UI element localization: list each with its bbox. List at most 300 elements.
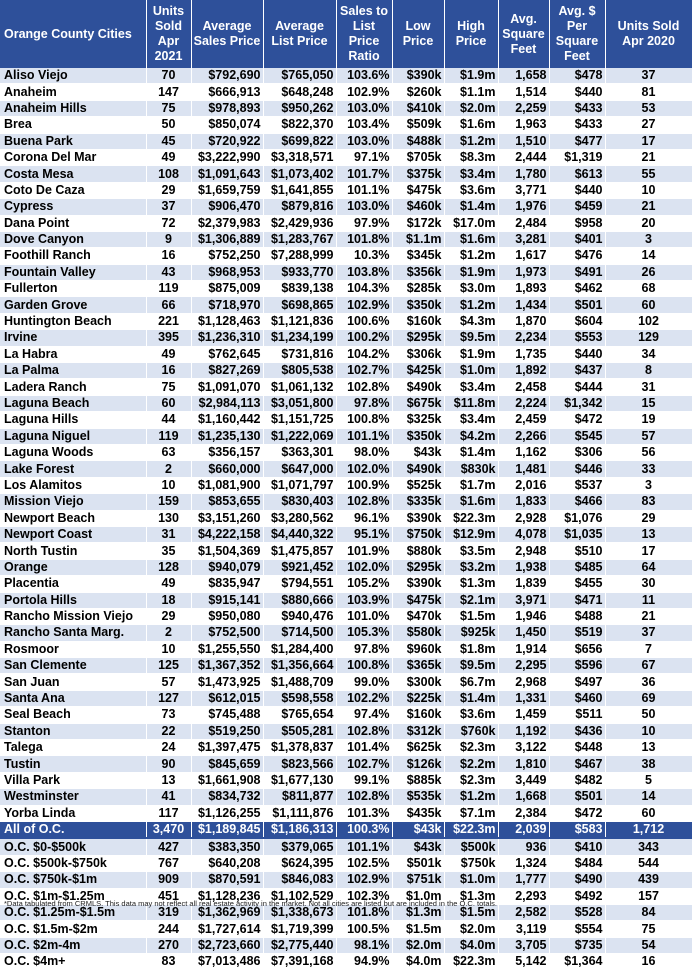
cell-sales-list-ratio: 98.1% [336, 937, 392, 953]
cell-units-2020: 13 [605, 740, 692, 756]
cell-avg-sales-price: $1,661,908 [191, 772, 263, 788]
cell-avg-sales-price: $660,000 [191, 461, 263, 477]
cell-units-2021: 73 [146, 707, 191, 723]
cell-avg-sqft: 1,777 [498, 872, 549, 888]
cell-avg-sales-price: $1,236,310 [191, 330, 263, 346]
cell-units-2021: 35 [146, 543, 191, 559]
cell-units-2021: 44 [146, 412, 191, 428]
cell-units-2021: 270 [146, 937, 191, 953]
cell-units-2020: 33 [605, 461, 692, 477]
cell-sales-list-ratio: 102.2% [336, 690, 392, 706]
price-band-row [0, 921, 692, 937]
cell-avg-sales-price: $1,128,236 [191, 888, 263, 904]
cell-price-per-sqft: $553 [549, 330, 605, 346]
cell-high-price: $1.9m [444, 68, 498, 84]
cell-low-price: $1.3m [392, 904, 444, 920]
price-band-row [0, 855, 692, 871]
table-row [0, 772, 692, 788]
cell-avg-sqft: 1,162 [498, 444, 549, 460]
cell-units-2020: 157 [605, 888, 692, 904]
price-band-row [0, 838, 692, 855]
cell-city: O.C. $1m-$1.25m [0, 888, 146, 904]
cell-units-2021: 221 [146, 313, 191, 329]
cell-avg-sqft: 1,810 [498, 756, 549, 772]
cell-sales-list-ratio: 102.9% [336, 84, 392, 100]
cell-avg-sales-price: $2,984,113 [191, 395, 263, 411]
cell-high-price: $3.4m [444, 166, 498, 182]
cell-low-price: $750k [392, 526, 444, 542]
cell-high-price: $2.3m [444, 772, 498, 788]
cell-sales-list-ratio: 103.6% [336, 68, 392, 84]
cell-avg-sqft: 1,735 [498, 346, 549, 362]
table-row [0, 330, 692, 346]
cell-high-price: $1.5m [444, 904, 498, 920]
table-row [0, 215, 692, 231]
cell-sales-list-ratio: 103.0% [336, 133, 392, 149]
table-row [0, 444, 692, 460]
cell-avg-sqft: 1,892 [498, 363, 549, 379]
cell-units-2021: 75 [146, 100, 191, 116]
cell-avg-list-price: $1,719,399 [263, 921, 336, 937]
header-avg-list-price: Average List Price [263, 0, 336, 68]
cell-units-2020: 343 [605, 838, 692, 855]
cell-price-per-sqft: $537 [549, 477, 605, 493]
cell-units-2021: 66 [146, 297, 191, 313]
cell-price-per-sqft: $440 [549, 182, 605, 198]
cell-avg-list-price: $1,475,857 [263, 543, 336, 559]
cell-units-2021: 767 [146, 855, 191, 871]
cell-avg-sqft: 3,449 [498, 772, 549, 788]
cell-avg-list-price: $933,770 [263, 264, 336, 280]
cell-high-price: $1.9m [444, 264, 498, 280]
cell-units-2021: 9 [146, 231, 191, 247]
cell-avg-sqft: 2,968 [498, 674, 549, 690]
cell-units-2020: 75 [605, 921, 692, 937]
cell-sales-list-ratio: 101.1% [336, 182, 392, 198]
cell-avg-sqft: 1,973 [498, 264, 549, 280]
cell-avg-sales-price: $1,306,889 [191, 231, 263, 247]
cell-avg-sales-price: $1,367,352 [191, 658, 263, 674]
cell-avg-sales-price: $356,157 [191, 444, 263, 460]
cell-city: Buena Park [0, 133, 146, 149]
cell-avg-list-price: $1,378,837 [263, 740, 336, 756]
cell-low-price: $306k [392, 346, 444, 362]
cell-sales-list-ratio: 103.4% [336, 117, 392, 133]
table-row [0, 313, 692, 329]
cell-avg-sales-price: $1,362,969 [191, 904, 263, 920]
table-row [0, 346, 692, 362]
cell-sales-list-ratio: 102.9% [336, 872, 392, 888]
cell-avg-sqft: 1,976 [498, 199, 549, 215]
cell-sales-list-ratio: 10.3% [336, 248, 392, 264]
table-row [0, 248, 692, 264]
cell-city: Tustin [0, 756, 146, 772]
cell-units-2020: 17 [605, 543, 692, 559]
cell-low-price: $488k [392, 133, 444, 149]
cell-avg-sales-price: $1,397,475 [191, 740, 263, 756]
cell-avg-sqft: 2,948 [498, 543, 549, 559]
cell-avg-list-price: $1,121,836 [263, 313, 336, 329]
cell-high-price: $1.5m [444, 608, 498, 624]
cell-city: Costa Mesa [0, 166, 146, 182]
cell-units-2020: 56 [605, 444, 692, 460]
cell-avg-sqft: 2,459 [498, 412, 549, 428]
cell-sales-list-ratio: 103.0% [336, 199, 392, 215]
table-row [0, 723, 692, 739]
cell-price-per-sqft: $1,076 [549, 510, 605, 526]
cell-price-per-sqft: $477 [549, 133, 605, 149]
cell-avg-list-price: $794,551 [263, 576, 336, 592]
cell-price-per-sqft: $735 [549, 937, 605, 953]
cell-avg-sales-price: $762,645 [191, 346, 263, 362]
cell-low-price: $1.1m [392, 231, 444, 247]
cell-units-2021: 16 [146, 248, 191, 264]
cell-avg-sales-price: $906,470 [191, 199, 263, 215]
cell-units-2020: 14 [605, 248, 692, 264]
cell-city: Coto De Caza [0, 182, 146, 198]
cell-price-per-sqft: $554 [549, 921, 605, 937]
cell-avg-sqft: 1,938 [498, 559, 549, 575]
cell-city: O.C. $4m+ [0, 954, 146, 970]
cell-city: O.C. $750k-$1m [0, 872, 146, 888]
cell-units-2020: 26 [605, 264, 692, 280]
cell-units-2021: 2 [146, 461, 191, 477]
cell-high-price: $830k [444, 461, 498, 477]
cell-sales-list-ratio: 100.9% [336, 477, 392, 493]
total-row [0, 821, 692, 838]
price-band-row [0, 937, 692, 953]
cell-low-price: $490k [392, 461, 444, 477]
cell-avg-sales-price: $850,074 [191, 117, 263, 133]
cell-sales-list-ratio: 94.9% [336, 954, 392, 970]
cell-avg-list-price: $3,318,571 [263, 149, 336, 165]
cell-price-per-sqft: $604 [549, 313, 605, 329]
cell-sales-list-ratio: 101.8% [336, 231, 392, 247]
cell-price-per-sqft: $1,364 [549, 954, 605, 970]
cell-units-2021: 49 [146, 346, 191, 362]
cell-units-2020: 5 [605, 772, 692, 788]
cell-avg-list-price: $822,370 [263, 117, 336, 133]
cell-city: Laguna Woods [0, 444, 146, 460]
cell-units-2021: 49 [146, 576, 191, 592]
table-row [0, 477, 692, 493]
cell-avg-sales-price: $383,350 [191, 838, 263, 855]
cell-sales-list-ratio: 101.7% [336, 166, 392, 182]
cell-low-price: $751k [392, 872, 444, 888]
cell-low-price: $535k [392, 789, 444, 805]
table-row [0, 674, 692, 690]
cell-city: La Habra [0, 346, 146, 362]
cell-low-price: $43k [392, 838, 444, 855]
cell-avg-sqft: 3,971 [498, 592, 549, 608]
cell-avg-list-price: $839,138 [263, 281, 336, 297]
cell-city: Ladera Ranch [0, 379, 146, 395]
cell-low-price: $880k [392, 543, 444, 559]
cell-city: Garden Grove [0, 297, 146, 313]
cell-avg-sqft: 3,119 [498, 921, 549, 937]
table-row [0, 526, 692, 542]
cell-city: Rosmoor [0, 641, 146, 657]
cell-sales-list-ratio: 104.3% [336, 281, 392, 297]
cell-avg-sales-price: $1,473,925 [191, 674, 263, 690]
cell-sales-list-ratio: 105.3% [336, 625, 392, 641]
cell-units-2020: 7 [605, 641, 692, 657]
table-row [0, 84, 692, 100]
cell-avg-sales-price: $834,732 [191, 789, 263, 805]
cell-price-per-sqft: $446 [549, 461, 605, 477]
cell-units-2020: 84 [605, 904, 692, 920]
cell-avg-list-price: $921,452 [263, 559, 336, 575]
cell-units-2020: 31 [605, 379, 692, 395]
cell-units-2020: 50 [605, 707, 692, 723]
cell-units-2020: 10 [605, 723, 692, 739]
cell-avg-sales-price: $752,500 [191, 625, 263, 641]
cell-units-2020: 102 [605, 313, 692, 329]
cell-price-per-sqft: $613 [549, 166, 605, 182]
cell-high-price: $9.5m [444, 330, 498, 346]
cell-units-2021: 119 [146, 428, 191, 444]
cell-sales-list-ratio: 97.1% [336, 149, 392, 165]
cell-low-price: $475k [392, 182, 444, 198]
cell-units-2021: 90 [146, 756, 191, 772]
cell-avg-list-price: $940,476 [263, 608, 336, 624]
cell-avg-list-price: $1,061,132 [263, 379, 336, 395]
cell-avg-sqft: 2,266 [498, 428, 549, 444]
cell-avg-list-price: $1,283,767 [263, 231, 336, 247]
cell-avg-list-price: $505,281 [263, 723, 336, 739]
cell-units-2021: 50 [146, 117, 191, 133]
cell-avg-list-price: $731,816 [263, 346, 336, 362]
table-row [0, 412, 692, 428]
cell-high-price: $1.3m [444, 576, 498, 592]
cell-units-2020: 64 [605, 559, 692, 575]
cell-units-2021: 3,470 [146, 821, 191, 838]
cell-avg-sqft: 1,963 [498, 117, 549, 133]
cell-price-per-sqft: $306 [549, 444, 605, 460]
cell-high-price: $2.2m [444, 756, 498, 772]
cell-low-price: $160k [392, 313, 444, 329]
cell-low-price: $705k [392, 149, 444, 165]
cell-units-2021: 909 [146, 872, 191, 888]
cell-avg-sales-price: $1,504,369 [191, 543, 263, 559]
cell-low-price: $1.0m [392, 888, 444, 904]
cell-units-2020: 14 [605, 789, 692, 805]
table-row [0, 231, 692, 247]
cell-sales-list-ratio: 100.5% [336, 921, 392, 937]
cell-avg-list-price: $950,262 [263, 100, 336, 116]
cell-units-2021: 41 [146, 789, 191, 805]
cell-price-per-sqft: $501 [549, 297, 605, 313]
cell-low-price: $295k [392, 559, 444, 575]
cell-low-price: $126k [392, 756, 444, 772]
cell-city: Foothill Ranch [0, 248, 146, 264]
header-avg-sqft: Avg. Square Feet [498, 0, 549, 68]
cell-avg-list-price: $846,083 [263, 872, 336, 888]
cell-price-per-sqft: $478 [549, 68, 605, 84]
cell-high-price: $9.5m [444, 658, 498, 674]
table-row [0, 707, 692, 723]
cell-low-price: $460k [392, 199, 444, 215]
cell-low-price: $312k [392, 723, 444, 739]
cell-low-price: $425k [392, 363, 444, 379]
cell-price-per-sqft: $1,319 [549, 149, 605, 165]
cell-units-2021: 75 [146, 379, 191, 395]
cell-avg-sales-price: $915,141 [191, 592, 263, 608]
cell-units-2020: 30 [605, 576, 692, 592]
cell-sales-list-ratio: 101.8% [336, 904, 392, 920]
cell-avg-list-price: $811,877 [263, 789, 336, 805]
cell-low-price: $365k [392, 658, 444, 674]
cell-avg-sqft: 1,514 [498, 84, 549, 100]
cell-avg-sqft: 2,295 [498, 658, 549, 674]
cell-price-per-sqft: $472 [549, 805, 605, 821]
cell-units-2020: 55 [605, 166, 692, 182]
table-row [0, 740, 692, 756]
cell-avg-sqft: 1,658 [498, 68, 549, 84]
cell-avg-list-price: $879,816 [263, 199, 336, 215]
table-row [0, 199, 692, 215]
cell-low-price: $300k [392, 674, 444, 690]
cell-avg-list-price: $2,775,440 [263, 937, 336, 953]
cell-high-price: $8.3m [444, 149, 498, 165]
cell-sales-list-ratio: 100.3% [336, 821, 392, 838]
cell-avg-sqft: 1,450 [498, 625, 549, 641]
cell-high-price: $750k [444, 855, 498, 871]
table-row [0, 100, 692, 116]
cell-high-price: $1.6m [444, 494, 498, 510]
cell-avg-sales-price: $1,235,130 [191, 428, 263, 444]
cell-low-price: $390k [392, 576, 444, 592]
cell-units-2020: 60 [605, 297, 692, 313]
cell-avg-sales-price: $7,013,486 [191, 954, 263, 970]
cell-low-price: $525k [392, 477, 444, 493]
cell-avg-sales-price: $1,255,550 [191, 641, 263, 657]
cell-units-2021: 63 [146, 444, 191, 460]
cell-units-2020: 37 [605, 625, 692, 641]
table-row [0, 297, 692, 313]
cell-price-per-sqft: $485 [549, 559, 605, 575]
cell-sales-list-ratio: 97.4% [336, 707, 392, 723]
price-band-row [0, 872, 692, 888]
cell-sales-list-ratio: 100.2% [336, 330, 392, 346]
cell-units-2021: 10 [146, 641, 191, 657]
cell-high-price: $3.0m [444, 281, 498, 297]
cell-avg-sales-price: $519,250 [191, 723, 263, 739]
cell-avg-sqft: 1,833 [498, 494, 549, 510]
cell-avg-sqft: 1,893 [498, 281, 549, 297]
cell-sales-list-ratio: 102.5% [336, 855, 392, 871]
cell-price-per-sqft: $459 [549, 199, 605, 215]
cell-avg-list-price: $363,301 [263, 444, 336, 460]
cell-units-2020: 15 [605, 395, 692, 411]
cell-high-price: $2.0m [444, 100, 498, 116]
header-city: Orange County Cities [0, 0, 146, 68]
cell-avg-sales-price: $1,126,255 [191, 805, 263, 821]
cell-avg-sqft: 2,039 [498, 821, 549, 838]
cell-avg-sqft: 3,281 [498, 231, 549, 247]
cell-high-price: $22.3m [444, 510, 498, 526]
table-row [0, 68, 692, 84]
cell-high-price: $2.3m [444, 740, 498, 756]
cell-high-price: $1.4m [444, 444, 498, 460]
cell-avg-list-price: $1,641,855 [263, 182, 336, 198]
cell-price-per-sqft: $528 [549, 904, 605, 920]
cell-city: Westminster [0, 789, 146, 805]
cell-units-2021: 72 [146, 215, 191, 231]
cell-units-2020: 17 [605, 133, 692, 149]
cell-sales-list-ratio: 97.8% [336, 641, 392, 657]
cell-avg-sales-price: $835,947 [191, 576, 263, 592]
cell-city: Corona Del Mar [0, 149, 146, 165]
cell-avg-sales-price: $2,723,660 [191, 937, 263, 953]
cell-avg-sqft: 3,771 [498, 182, 549, 198]
cell-low-price: $2.0m [392, 937, 444, 953]
cell-units-2021: 147 [146, 84, 191, 100]
cell-city: O.C. $1.25m-$1.5m [0, 904, 146, 920]
cell-avg-list-price: $805,538 [263, 363, 336, 379]
cell-low-price: $390k [392, 510, 444, 526]
cell-price-per-sqft: $501 [549, 789, 605, 805]
cell-low-price: $350k [392, 428, 444, 444]
cell-low-price: $325k [392, 412, 444, 428]
cell-avg-sales-price: $1,160,442 [191, 412, 263, 428]
cell-avg-sqft: 2,582 [498, 904, 549, 920]
cell-units-2020: 8 [605, 363, 692, 379]
cell-low-price: $1.5m [392, 921, 444, 937]
cell-avg-list-price: $648,248 [263, 84, 336, 100]
cell-high-price: $11.8m [444, 395, 498, 411]
cell-avg-sales-price: $720,922 [191, 133, 263, 149]
cell-city: Rancho Santa Marg. [0, 625, 146, 641]
cell-high-price: $1.6m [444, 231, 498, 247]
cell-units-2021: 57 [146, 674, 191, 690]
cell-avg-sqft: 1,510 [498, 133, 549, 149]
cell-sales-list-ratio: 95.1% [336, 526, 392, 542]
cell-low-price: $375k [392, 166, 444, 182]
cell-units-2020: 21 [605, 199, 692, 215]
cell-sales-list-ratio: 101.3% [336, 805, 392, 821]
cell-avg-list-price: $1,222,069 [263, 428, 336, 444]
cell-units-2021: 127 [146, 690, 191, 706]
cell-sales-list-ratio: 96.1% [336, 510, 392, 526]
cell-city: Los Alamitos [0, 477, 146, 493]
cell-avg-sqft: 2,259 [498, 100, 549, 116]
cell-avg-list-price: $1,234,199 [263, 330, 336, 346]
cell-units-2020: 129 [605, 330, 692, 346]
cell-avg-list-price: $4,440,322 [263, 526, 336, 542]
cell-avg-list-price: $823,566 [263, 756, 336, 772]
cell-sales-list-ratio: 102.9% [336, 297, 392, 313]
cell-city: Stanton [0, 723, 146, 739]
cell-price-per-sqft: $433 [549, 117, 605, 133]
cell-avg-sqft: 1,780 [498, 166, 549, 182]
cell-avg-sqft: 2,444 [498, 149, 549, 165]
cell-price-per-sqft: $401 [549, 231, 605, 247]
cell-city: Huntington Beach [0, 313, 146, 329]
table-row [0, 641, 692, 657]
cell-units-2021: 22 [146, 723, 191, 739]
cell-units-2021: 37 [146, 199, 191, 215]
cell-avg-sales-price: $640,208 [191, 855, 263, 871]
cell-avg-sales-price: $752,250 [191, 248, 263, 264]
footnote: *Data tabulated from CRMLS. This data may not reflect all real estate activity in the market. Not all cities are listed but are included in the O.C. totals. [4, 899, 498, 908]
cell-sales-list-ratio: 97.8% [336, 395, 392, 411]
cell-city: San Juan [0, 674, 146, 690]
cell-low-price: $435k [392, 805, 444, 821]
cell-city: Orange [0, 559, 146, 575]
cell-avg-list-price: $1,284,400 [263, 641, 336, 657]
cell-units-2021: 16 [146, 363, 191, 379]
